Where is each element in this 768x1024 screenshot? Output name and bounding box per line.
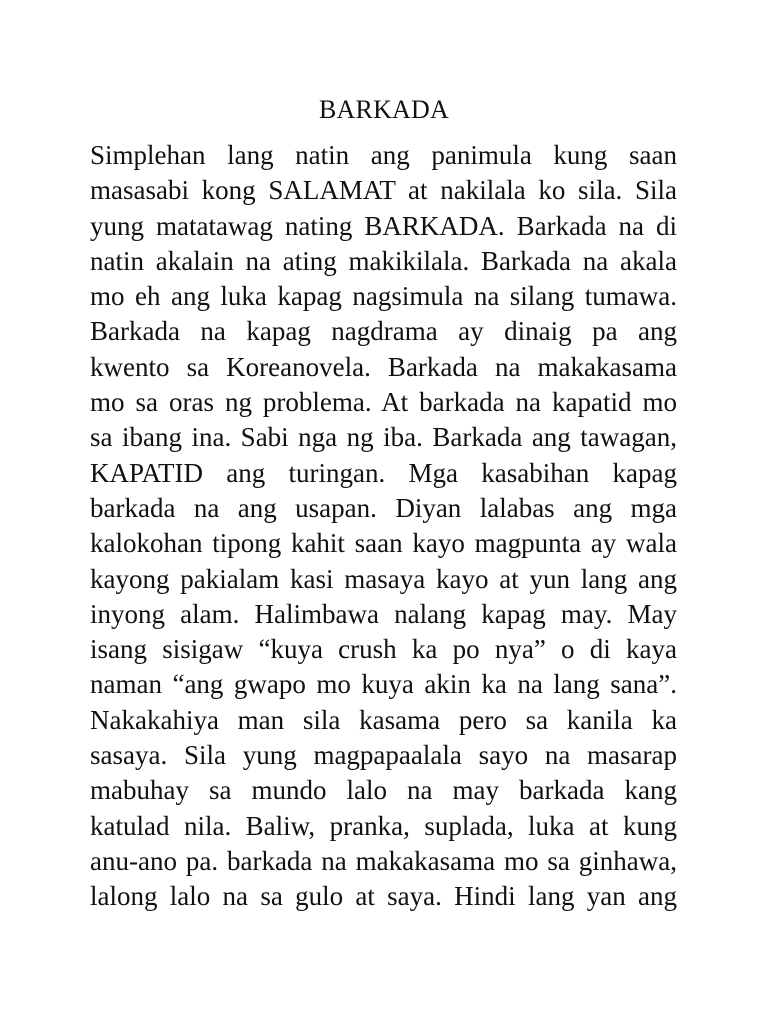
- text-line: Nakakahiya man sila kasama pero sa kanila ka: [90, 704, 677, 735]
- text-line: KAPATID ang turingan. Mga kasabihan kapag: [90, 457, 677, 488]
- text-line: natin akalain na ating makikilala. Barkada na akala: [90, 245, 677, 276]
- text-line: mo sa oras ng problema. At barkada na kapatid mo: [90, 387, 677, 418]
- text-line: lalong lalo na sa gulo at saya. Hindi lang yan ang: [90, 881, 677, 912]
- text-line: inyong alam. Halimbawa nalang kapag may. May: [90, 598, 677, 629]
- text-line: sasaya. Sila yung magpapaalala sayo na masarap: [90, 740, 677, 771]
- text-line: sa ibang ina. Sabi nga ng iba. Barkada ang tawagan,: [90, 422, 677, 453]
- document-title: BARKADA: [319, 95, 449, 124]
- text-line: mabuhay sa mundo lalo na may barkada kang: [90, 775, 677, 806]
- text-line: kayong pakialam kasi masaya kayo at yun lang ang: [90, 563, 677, 594]
- text-line: Simplehan lang natin ang panimula kung saan: [90, 140, 677, 170]
- text-line: masasabi kong SALAMAT at nakilala ko sila. Sila: [90, 175, 677, 206]
- text-line: Barkada na kapag nagdrama ay dinaig pa ang: [90, 316, 677, 347]
- text-line: yung matatawag nating BARKADA. Barkada na di: [90, 210, 677, 241]
- text-line: mo eh ang luka kapag nagsimula na silang tumawa.: [90, 281, 677, 312]
- text-line: anu-ano pa. barkada na makakasama mo sa ginhawa,: [90, 845, 677, 876]
- text-line: naman “ang gwapo mo kuya akin ka na lang sana”.: [90, 669, 677, 700]
- text-line: kalokohan tipong kahit saan kayo magpunta ay wala: [90, 528, 677, 559]
- text-line: katulad nila. Baliw, pranka, suplada, luka at kung: [90, 810, 677, 841]
- text-line: isang sisigaw “kuya crush ka po nya” o di kaya: [90, 634, 677, 665]
- text-line: kwento sa Koreanovela. Barkada na makakasama: [90, 351, 677, 382]
- document-body: [90, 138, 677, 915]
- text-line: barkada na ang usapan. Diyan lalabas ang mga: [90, 492, 677, 523]
